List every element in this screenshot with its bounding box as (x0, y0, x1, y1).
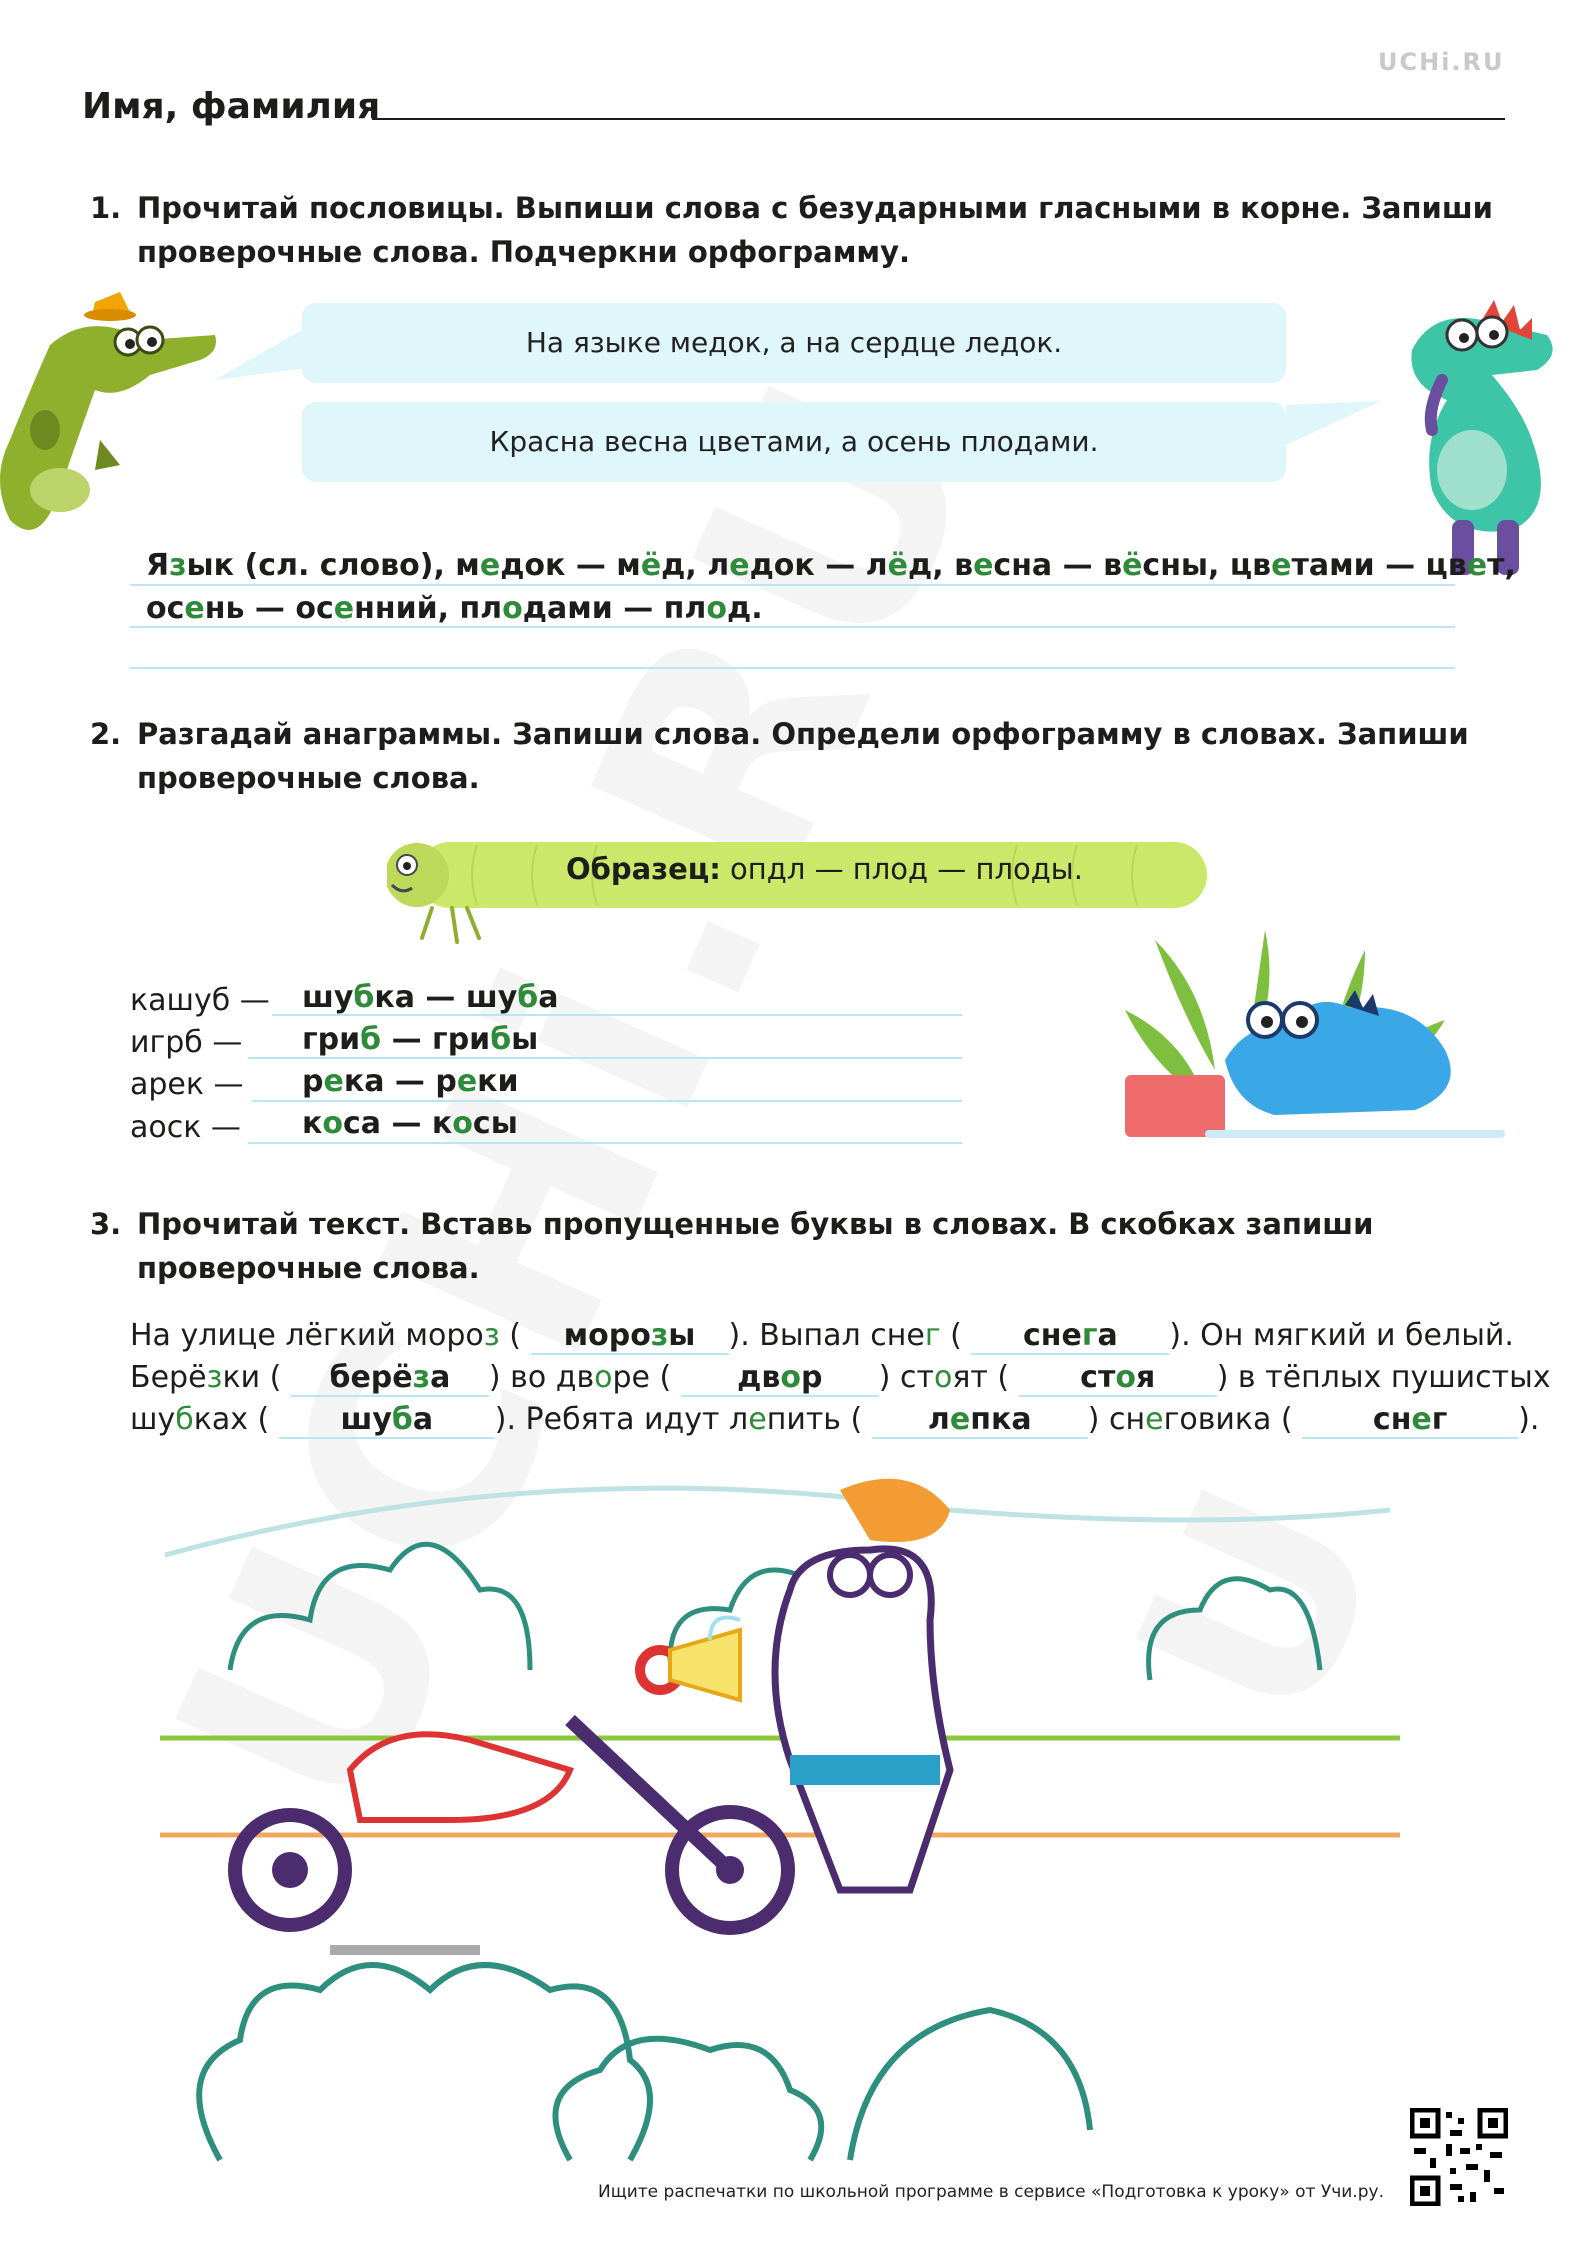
highlighted-letter: е (456, 1064, 478, 1099)
answer-text: ка — шу (374, 980, 518, 1015)
answer-text: шу (302, 980, 354, 1015)
answer-text: нь — ос (204, 591, 334, 626)
answer-line[interactable] (130, 667, 1455, 669)
answer-text: ки (477, 1064, 519, 1099)
highlighted-letter: е (973, 548, 994, 583)
answer-text: к (302, 1106, 323, 1141)
answer-text: ык (сл. слово), м (186, 548, 480, 583)
bubble-tail-left (215, 320, 305, 390)
answer-text: дами — пл (522, 591, 707, 626)
task1-line1: Прочитай пословицы. Выпиши слова с безударными гласными в корне. Запиши (137, 191, 1493, 225)
anagram-word: игрб — (130, 1025, 243, 1060)
answer-text: г (1431, 1402, 1448, 1437)
highlighted-letter: е (729, 548, 750, 583)
anagram-answer-line[interactable] (248, 1057, 962, 1059)
answer-blank[interactable] (872, 1402, 1088, 1439)
answer-text: д, л (661, 548, 730, 583)
highlighted-letter: з (169, 548, 187, 583)
anagram-word: кашуб — (130, 983, 270, 1018)
sample-content: опдл — плод — плоды. (720, 852, 1083, 886)
task3-line1: Прочитай текст. Вставь пропущенные буквы в словах. В скобках запиши (137, 1207, 1374, 1241)
text-line-3: шубках ( шуба ). Ребята идут лепить ( лепка ) снеговика ( снег ). (130, 1402, 1540, 1437)
name-label: Имя, фамилия (82, 86, 381, 127)
answer-line[interactable] (130, 626, 1455, 628)
task2-line2: проверочные слова. (137, 761, 480, 795)
answer-text: ст (1080, 1360, 1116, 1395)
highlighted-letter: о (706, 591, 728, 626)
task2-heading (90, 712, 1530, 800)
highlighted-letter: о (1115, 1360, 1136, 1395)
answer-text: л (927, 1402, 950, 1437)
proverb-bubble-2: Красна весна цветами, а осень плодами. (302, 402, 1286, 482)
answer-text: сне (1022, 1318, 1082, 1353)
answer-blank[interactable] (291, 1360, 489, 1397)
answer-text: тами — цв (1291, 548, 1467, 583)
answer-text: ы (668, 1318, 696, 1353)
highlighted-letter: о (452, 1106, 473, 1141)
answer-text: са — к (343, 1106, 453, 1141)
answer-text: т, (1487, 548, 1516, 583)
anagram-answer-line[interactable] (252, 1100, 962, 1102)
highlighted-letter: б (517, 980, 539, 1015)
answer-text: д. (727, 591, 763, 626)
task3-number: 3. (90, 1207, 122, 1241)
highlighted-letter: о (322, 1106, 343, 1141)
bubble-tail-right (1286, 395, 1381, 465)
highlighted-letter: е (1271, 548, 1292, 583)
answer-blank[interactable] (1302, 1402, 1518, 1439)
answer-blank[interactable] (681, 1360, 879, 1397)
highlighted-letter: е (1466, 548, 1488, 583)
task2-line1: Разгадай анаграммы. Запиши слова. Определи орфограмму в словах. Запиши (137, 717, 1469, 751)
highlighted-letter: е (949, 1402, 971, 1437)
answer-text: ка — р (343, 1064, 457, 1099)
highlighted-letter: б (391, 1402, 413, 1437)
highlighted-letter: г (1081, 1318, 1098, 1353)
qr-code[interactable] (1410, 2108, 1508, 2206)
anagram-answer (302, 980, 559, 1015)
answer-text: гри (302, 1022, 361, 1057)
answer-text: р (302, 1064, 324, 1099)
answer-text: шу (340, 1402, 392, 1437)
anagram-answer (302, 1064, 519, 1099)
answer-text: сы (472, 1106, 518, 1141)
answer-text: моро (563, 1318, 651, 1353)
answer-blank[interactable] (531, 1318, 729, 1355)
answer-text: д, в (908, 548, 974, 583)
answer-text: берё (329, 1360, 413, 1395)
highlighted-letter: з (650, 1318, 669, 1353)
sample-label: Образец: (566, 852, 721, 886)
answer-text: нний, пл (354, 591, 503, 626)
answer-text: док — л (749, 548, 888, 583)
highlighted-letter: ё (887, 548, 908, 583)
task3-line2: проверочные слова. (137, 1251, 480, 1285)
answer-blank[interactable] (1019, 1360, 1217, 1397)
answer-text: пка (970, 1402, 1032, 1437)
highlighted-letter: з (412, 1360, 431, 1395)
proverb-bubble-1: На языке медок, а на сердце ледок. (302, 303, 1286, 383)
answer-text: ы (511, 1022, 539, 1057)
highlighted-letter: е (323, 1064, 344, 1099)
answer-text: Я (146, 548, 170, 583)
answer-text: дв (737, 1360, 781, 1395)
answer-text: а (412, 1402, 434, 1437)
highlighted-letter: б (353, 980, 375, 1015)
answer-text: а (1097, 1318, 1118, 1353)
answer-text: док — м (500, 548, 641, 583)
highlighted-letter: е (184, 591, 205, 626)
highlighted-letter: е (1411, 1402, 1432, 1437)
highlighted-letter: ё (1122, 548, 1143, 583)
name-field-line[interactable] (372, 118, 1505, 120)
task1-line2: проверочные слова. Подчеркни орфограмму. (137, 235, 911, 269)
anagram-answer (302, 1022, 538, 1057)
answer-text: ос (146, 591, 185, 626)
task2-number: 2. (90, 717, 122, 751)
footer-note: Ищите распечатки по школьной программе в сервисе «Подготовка к уроку» от Учи.ру. (598, 2182, 1384, 2202)
answer-text: сн (1372, 1402, 1412, 1437)
blue-dinosaur-laptop-illustration (1115, 930, 1510, 1145)
highlighted-letter: о (502, 591, 523, 626)
highlighted-letter: е (479, 548, 501, 583)
answer-text: а (538, 980, 559, 1015)
highlighted-letter: б (360, 1022, 382, 1057)
highlighted-letter: о (780, 1360, 801, 1395)
text-line-1: На улице лёгкий мороз ( морозы ). Выпал снег ( снега ). Он мягкий и белый. (130, 1318, 1514, 1353)
answer-text: я (1135, 1360, 1156, 1395)
anagram-word: арек — (130, 1067, 244, 1102)
motorcycle-scene-illustration (150, 1470, 1400, 2170)
answer-line[interactable] (130, 584, 1455, 586)
task1-heading (90, 186, 1530, 274)
sample-text (566, 852, 1083, 886)
answer-text: р (800, 1360, 823, 1395)
text-line-2: Берёзки ( берёза ) во дворе ( двор ) стоят ( стоя ) в тёплых пушистых (130, 1360, 1551, 1395)
task1-answer-line1 (146, 548, 1516, 583)
answer-text: сна — в (993, 548, 1123, 583)
highlighted-letter: ё (640, 548, 662, 583)
answer-blank[interactable] (279, 1402, 495, 1439)
green-dinosaur-illustration (0, 290, 230, 560)
anagram-answer (302, 1106, 518, 1141)
answer-blank[interactable] (971, 1318, 1169, 1355)
answer-text: — гри (381, 1022, 491, 1057)
uchi-logo: UCHi.RU (1378, 48, 1505, 76)
task1-number: 1. (90, 191, 122, 225)
teal-dinosaur-illustration (1372, 280, 1587, 580)
answer-text: а (430, 1360, 451, 1395)
task1-answer-line2 (146, 591, 763, 626)
anagram-word: аоск — (130, 1110, 241, 1145)
highlighted-letter: б (490, 1022, 512, 1057)
task3-heading (90, 1202, 1530, 1290)
answer-text: сны, цв (1142, 548, 1272, 583)
anagram-answer-line[interactable] (248, 1142, 962, 1144)
highlighted-letter: е (333, 591, 355, 626)
